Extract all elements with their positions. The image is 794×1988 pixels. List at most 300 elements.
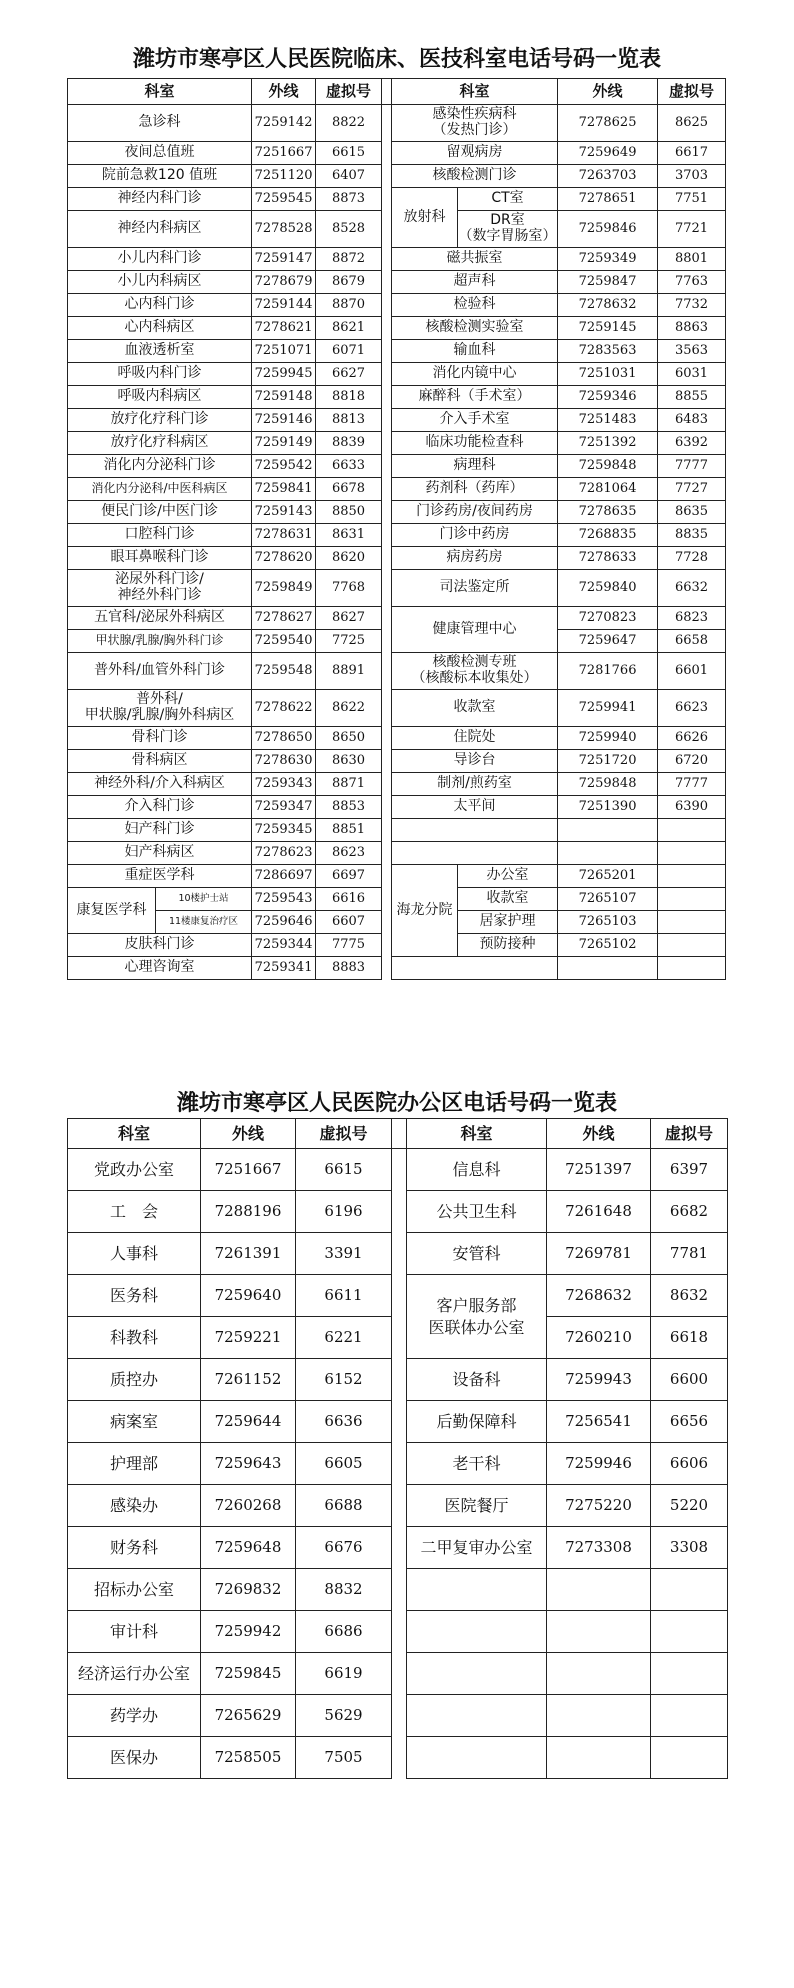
dept-name: 医务科 xyxy=(68,1275,201,1317)
ext-number: 7265201 xyxy=(558,865,658,888)
ext-number: 7259643 xyxy=(201,1443,296,1485)
virtual-number: 7763 xyxy=(658,271,726,294)
column-gap xyxy=(392,1191,407,1233)
dept-name: 老干科 xyxy=(407,1443,547,1485)
ext-number: 7278632 xyxy=(558,294,658,317)
ext-number: 7259545 xyxy=(252,188,316,211)
ext-number: 7259145 xyxy=(558,317,658,340)
virtual-number: 7751 xyxy=(658,188,726,211)
column-gap xyxy=(382,547,392,570)
ext-number: 7278623 xyxy=(252,842,316,865)
header-virt: 虚拟号 xyxy=(651,1119,728,1149)
dept-name: 医院餐厅 xyxy=(407,1485,547,1527)
dept-name: 小儿内科门诊 xyxy=(68,248,252,271)
empty-cell xyxy=(407,1569,547,1611)
dept-name: 药剂科（药库） xyxy=(392,478,558,501)
column-gap xyxy=(382,819,392,842)
column-gap xyxy=(382,248,392,271)
dept-name: 重症医学科 xyxy=(68,865,252,888)
column-gap xyxy=(382,455,392,478)
column-gap xyxy=(392,1233,407,1275)
table-row xyxy=(68,1653,728,1695)
virtual-number: 3703 xyxy=(658,165,726,188)
virtual-number: 8855 xyxy=(658,386,726,409)
dept-name: 麻醉科（手术室） xyxy=(392,386,558,409)
dept-name-line: 普外科/ xyxy=(136,691,183,708)
ext-number: 7258505 xyxy=(201,1737,296,1779)
dept-name: 临床功能检查科 xyxy=(392,432,558,455)
dept-name: 心理咨询室 xyxy=(68,957,252,980)
virtual-number: 5629 xyxy=(296,1695,392,1737)
virtual-number: 8822 xyxy=(316,105,382,142)
virtual-number: 6196 xyxy=(296,1191,392,1233)
ext-number: 7259349 xyxy=(558,248,658,271)
ext-number: 7259648 xyxy=(201,1527,296,1569)
dept-name: 科教科 xyxy=(68,1317,201,1359)
virtual-number: 6601 xyxy=(658,653,726,690)
empty-cell xyxy=(558,842,658,865)
table-row xyxy=(68,796,726,819)
virtual-number: 6623 xyxy=(658,690,726,727)
virtual-number: 6720 xyxy=(658,750,726,773)
dept-name: 放疗化疗科病区 xyxy=(68,432,252,455)
dept-name-line: 客户服务部 xyxy=(436,1295,517,1315)
sub-dept-name: 收款室 xyxy=(458,888,558,911)
ext-number: 7251071 xyxy=(252,340,316,363)
clinical-phone-table xyxy=(67,78,726,980)
virtual-number: 6658 xyxy=(658,630,726,653)
table-row xyxy=(68,455,726,478)
dept-name: 核酸检测门诊 xyxy=(392,165,558,188)
dept-name xyxy=(407,1275,547,1359)
header-ext: 外线 xyxy=(252,79,316,105)
virtual-number: 7727 xyxy=(658,478,726,501)
virtual-number: 6678 xyxy=(316,478,382,501)
dept-name: 心内科病区 xyxy=(68,317,252,340)
dept-name: 心内科门诊 xyxy=(68,294,252,317)
virtual-number: 8650 xyxy=(316,727,382,750)
virtual-number: 6031 xyxy=(658,363,726,386)
ext-number: 7259144 xyxy=(252,294,316,317)
virtual-number: 8635 xyxy=(658,501,726,524)
column-gap xyxy=(382,750,392,773)
ext-number: 7259946 xyxy=(547,1443,651,1485)
table-row xyxy=(68,1401,728,1443)
dept-name: 工 会 xyxy=(68,1191,201,1233)
column-gap xyxy=(392,1695,407,1737)
sub-dept-name xyxy=(458,211,558,248)
dept-name: 呼吸内科病区 xyxy=(68,386,252,409)
virtual-number: 6605 xyxy=(296,1443,392,1485)
column-gap xyxy=(392,1443,407,1485)
ext-number: 7259341 xyxy=(252,957,316,980)
virtual-number: 7732 xyxy=(658,294,726,317)
ext-number: 7259142 xyxy=(252,105,316,142)
header-ext: 外线 xyxy=(558,79,658,105)
empty-cell xyxy=(392,957,558,980)
table-row xyxy=(68,165,726,188)
ext-number: 7278633 xyxy=(558,547,658,570)
ext-number: 7283563 xyxy=(558,340,658,363)
virtual-number: 6636 xyxy=(296,1401,392,1443)
empty-cell xyxy=(547,1569,651,1611)
dept-name xyxy=(392,653,558,690)
virtual-number: 8630 xyxy=(316,750,382,773)
virtual-number: 8863 xyxy=(658,317,726,340)
ext-number: 7278621 xyxy=(252,317,316,340)
virtual-number: 8832 xyxy=(296,1569,392,1611)
virtual-number: 6071 xyxy=(316,340,382,363)
virtual-number: 8835 xyxy=(658,524,726,547)
table-row xyxy=(68,1611,728,1653)
dept-name: 招标办公室 xyxy=(68,1569,201,1611)
column-gap xyxy=(382,607,392,630)
ext-number: 7268835 xyxy=(558,524,658,547)
dept-name: 磁共振室 xyxy=(392,248,558,271)
dept-name: 呼吸内科门诊 xyxy=(68,363,252,386)
virtual-number: 6626 xyxy=(658,727,726,750)
empty-cell xyxy=(392,819,558,842)
dept-name: 设备科 xyxy=(407,1359,547,1401)
virtual-number: 6682 xyxy=(651,1191,728,1233)
column-gap xyxy=(382,79,392,105)
ext-number: 7259344 xyxy=(252,934,316,957)
dept-name-line: DR室 xyxy=(490,212,525,229)
table1-title: 潍坊市寒亭区人民医院临床、医技科室电话号码一览表 xyxy=(132,46,661,72)
ext-number: 7259840 xyxy=(558,570,658,607)
column-gap xyxy=(392,1275,407,1317)
table-row xyxy=(68,317,726,340)
virtual-number: 6618 xyxy=(651,1317,728,1359)
dept-name: 感染办 xyxy=(68,1485,201,1527)
virtual-number: 6607 xyxy=(316,911,382,934)
virtual-number: 6627 xyxy=(316,363,382,386)
dept-name: 眼耳鼻喉科门诊 xyxy=(68,547,252,570)
ext-number: 7260268 xyxy=(201,1485,296,1527)
dept-name xyxy=(68,570,252,607)
dept-name: 门诊药房/夜间药房 xyxy=(392,501,558,524)
ext-number: 7251392 xyxy=(558,432,658,455)
ext-number: 7251031 xyxy=(558,363,658,386)
virtual-number: 6617 xyxy=(658,142,726,165)
table-row xyxy=(68,271,726,294)
ext-number: 7259147 xyxy=(252,248,316,271)
table-row xyxy=(68,1191,728,1233)
virtual-number: 7728 xyxy=(658,547,726,570)
ext-number: 7268632 xyxy=(547,1275,651,1317)
dept-name: 介入手术室 xyxy=(392,409,558,432)
dept-name: 党政办公室 xyxy=(68,1149,201,1191)
ext-number: 7259647 xyxy=(558,630,658,653)
virtual-number xyxy=(658,911,726,934)
column-gap xyxy=(382,105,392,142)
ext-number: 7275220 xyxy=(547,1485,651,1527)
dept-name: 超声科 xyxy=(392,271,558,294)
ext-number: 7260210 xyxy=(547,1317,651,1359)
empty-cell xyxy=(407,1737,547,1779)
table-row xyxy=(68,570,726,607)
dept-name: 神经内科病区 xyxy=(68,211,252,248)
virtual-number: 6152 xyxy=(296,1359,392,1401)
column-gap xyxy=(382,630,392,653)
dept-name: 护理部 xyxy=(68,1443,201,1485)
table-row xyxy=(68,653,726,690)
ext-number: 7259846 xyxy=(558,211,658,248)
dept-name: 消化内镜中心 xyxy=(392,363,558,386)
ext-number: 7278620 xyxy=(252,547,316,570)
virtual-number: 7725 xyxy=(316,630,382,653)
ext-number: 7251667 xyxy=(252,142,316,165)
dept-name: 核酸检测实验室 xyxy=(392,317,558,340)
dept-name-line: 泌尿外科门诊/ xyxy=(115,571,204,588)
dept-name: 消化内分泌科/中医科病区 xyxy=(68,478,252,501)
dept-name xyxy=(392,105,558,142)
table-row xyxy=(68,248,726,271)
column-gap xyxy=(382,727,392,750)
ext-number: 7259346 xyxy=(558,386,658,409)
empty-cell xyxy=(651,1695,728,1737)
ext-number: 7278630 xyxy=(252,750,316,773)
virtual-number: 8801 xyxy=(658,248,726,271)
virtual-number: 6397 xyxy=(651,1149,728,1191)
ext-number: 7278651 xyxy=(558,188,658,211)
ext-number: 7259941 xyxy=(558,690,658,727)
dept-name: 公共卫生科 xyxy=(407,1191,547,1233)
ext-number: 7273308 xyxy=(547,1527,651,1569)
empty-cell xyxy=(651,1737,728,1779)
dept-name: 门诊中药房 xyxy=(392,524,558,547)
ext-number: 7281766 xyxy=(558,653,658,690)
header-ext: 外线 xyxy=(201,1119,296,1149)
column-gap xyxy=(392,1119,407,1149)
ext-number: 7259945 xyxy=(252,363,316,386)
empty-cell xyxy=(547,1653,651,1695)
dept-name: 普外科/血管外科门诊 xyxy=(68,653,252,690)
table-row xyxy=(68,188,726,211)
column-gap xyxy=(382,773,392,796)
column-gap xyxy=(392,1737,407,1779)
virtual-number: 6697 xyxy=(316,865,382,888)
dept-name: 五官科/泌尿外科病区 xyxy=(68,607,252,630)
virtual-number: 6656 xyxy=(651,1401,728,1443)
column-gap xyxy=(392,1149,407,1191)
dept-name: 放疗化疗科门诊 xyxy=(68,409,252,432)
virtual-number: 6611 xyxy=(296,1275,392,1317)
virtual-number xyxy=(658,934,726,957)
column-gap xyxy=(382,911,392,934)
virtual-number: 3391 xyxy=(296,1233,392,1275)
virtual-number: 8851 xyxy=(316,819,382,842)
dept-name: 制剂/煎药室 xyxy=(392,773,558,796)
ext-number: 7263703 xyxy=(558,165,658,188)
column-gap xyxy=(382,317,392,340)
dept-name: 信息科 xyxy=(407,1149,547,1191)
header-dept: 科室 xyxy=(392,79,558,105)
dept-group: 放射科 xyxy=(392,188,458,248)
empty-cell xyxy=(651,1569,728,1611)
table2-title: 潍坊市寒亭区人民医院办公区电话号码一览表 xyxy=(176,1090,617,1116)
column-gap xyxy=(382,796,392,819)
column-gap xyxy=(382,570,392,607)
table-row xyxy=(68,432,726,455)
column-gap xyxy=(382,690,392,727)
header-ext: 外线 xyxy=(547,1119,651,1149)
dept-name-line: 神经外科门诊 xyxy=(117,587,202,603)
virtual-number: 7768 xyxy=(316,570,382,607)
virtual-number: 6600 xyxy=(651,1359,728,1401)
virtual-number: 8679 xyxy=(316,271,382,294)
ext-number: 7259542 xyxy=(252,455,316,478)
virtual-number: 6390 xyxy=(658,796,726,819)
virtual-number: 6483 xyxy=(658,409,726,432)
ext-number: 7278528 xyxy=(252,211,316,248)
virtual-number xyxy=(658,865,726,888)
column-gap xyxy=(392,1317,407,1359)
column-gap xyxy=(382,653,392,690)
dept-name: 骨科病区 xyxy=(68,750,252,773)
dept-name: 病理科 xyxy=(392,455,558,478)
empty-cell xyxy=(658,957,726,980)
virtual-number: 8632 xyxy=(651,1275,728,1317)
dept-name-line: （数字胃肠室） xyxy=(458,228,557,244)
ext-number: 7259540 xyxy=(252,630,316,653)
virtual-number: 8625 xyxy=(658,105,726,142)
virtual-number xyxy=(658,888,726,911)
dept-group: 康复医学科 xyxy=(68,888,156,934)
column-gap xyxy=(382,957,392,980)
virtual-number: 7777 xyxy=(658,455,726,478)
table-row xyxy=(68,105,726,142)
virtual-number: 6632 xyxy=(658,570,726,607)
ext-number: 7259146 xyxy=(252,409,316,432)
header-virt: 虚拟号 xyxy=(658,79,726,105)
dept-name: 院前急救120 值班 xyxy=(68,165,252,188)
column-gap xyxy=(382,524,392,547)
virtual-number: 7721 xyxy=(658,211,726,248)
ext-number: 7251667 xyxy=(201,1149,296,1191)
dept-name: 健康管理中心 xyxy=(392,607,558,653)
empty-cell xyxy=(547,1737,651,1779)
dept-name: 检验科 xyxy=(392,294,558,317)
column-gap xyxy=(382,363,392,386)
virtual-number: 8622 xyxy=(316,690,382,727)
table-row xyxy=(68,386,726,409)
virtual-number: 6407 xyxy=(316,165,382,188)
virtual-number: 3563 xyxy=(658,340,726,363)
column-gap xyxy=(382,340,392,363)
virtual-number: 8871 xyxy=(316,773,382,796)
virtual-number: 6619 xyxy=(296,1653,392,1695)
ext-number: 7251397 xyxy=(547,1149,651,1191)
ext-number: 7259845 xyxy=(201,1653,296,1695)
table-row xyxy=(68,1443,728,1485)
virtual-number: 8621 xyxy=(316,317,382,340)
sub-dept-name: 办公室 xyxy=(458,865,558,888)
dept-name: 急诊科 xyxy=(68,105,252,142)
column-gap xyxy=(382,432,392,455)
empty-cell xyxy=(658,819,726,842)
table-row xyxy=(68,607,726,630)
ext-number: 7261152 xyxy=(201,1359,296,1401)
dept-name: 太平间 xyxy=(392,796,558,819)
dept-name: 介入科门诊 xyxy=(68,796,252,819)
virtual-number: 6615 xyxy=(316,142,382,165)
virtual-number: 6616 xyxy=(316,888,382,911)
table-row xyxy=(68,1359,728,1401)
dept-name-line: （核酸标本收集处） xyxy=(411,670,538,686)
dept-name: 司法鉴定所 xyxy=(392,570,558,607)
virtual-number: 6676 xyxy=(296,1527,392,1569)
dept-name: 神经内科门诊 xyxy=(68,188,252,211)
ext-number: 7251390 xyxy=(558,796,658,819)
virtual-number: 6633 xyxy=(316,455,382,478)
ext-number: 7251483 xyxy=(558,409,658,432)
ext-number: 7259640 xyxy=(201,1275,296,1317)
empty-cell xyxy=(558,819,658,842)
ext-number: 7259847 xyxy=(558,271,658,294)
column-gap xyxy=(382,271,392,294)
virtual-number: 7505 xyxy=(296,1737,392,1779)
empty-cell xyxy=(658,842,726,865)
dept-name: 夜间总值班 xyxy=(68,142,252,165)
dept-name: 口腔科门诊 xyxy=(68,524,252,547)
ext-number: 7259221 xyxy=(201,1317,296,1359)
empty-cell xyxy=(392,842,558,865)
column-gap xyxy=(392,1653,407,1695)
dept-name: 安管科 xyxy=(407,1233,547,1275)
virtual-number: 6688 xyxy=(296,1485,392,1527)
ext-number: 7259143 xyxy=(252,501,316,524)
ext-number: 7278631 xyxy=(252,524,316,547)
ext-number: 7286697 xyxy=(252,865,316,888)
ext-number: 7259649 xyxy=(558,142,658,165)
column-gap xyxy=(392,1611,407,1653)
ext-number: 7259644 xyxy=(201,1401,296,1443)
ext-number: 7256541 xyxy=(547,1401,651,1443)
sub-dept-name: 10楼护士站 xyxy=(156,888,252,911)
virtual-number: 7775 xyxy=(316,934,382,957)
column-gap xyxy=(382,188,392,211)
empty-cell xyxy=(547,1695,651,1737)
virtual-number: 8818 xyxy=(316,386,382,409)
dept-name: 人事科 xyxy=(68,1233,201,1275)
ext-number: 7278622 xyxy=(252,690,316,727)
ext-number: 7259646 xyxy=(252,911,316,934)
empty-cell xyxy=(407,1653,547,1695)
table-row xyxy=(68,750,726,773)
dept-name-line: 医联体办公室 xyxy=(428,1317,525,1337)
ext-number: 7269832 xyxy=(201,1569,296,1611)
virtual-number: 8853 xyxy=(316,796,382,819)
ext-number: 7288196 xyxy=(201,1191,296,1233)
dept-name: 药学办 xyxy=(68,1695,201,1737)
ext-number: 7259343 xyxy=(252,773,316,796)
virtual-number: 8528 xyxy=(316,211,382,248)
ext-number: 7259149 xyxy=(252,432,316,455)
column-gap xyxy=(382,211,392,248)
ext-number: 7265107 xyxy=(558,888,658,911)
table-row xyxy=(68,1737,728,1779)
column-gap xyxy=(382,142,392,165)
dept-name xyxy=(68,690,252,727)
ext-number: 7265102 xyxy=(558,934,658,957)
sub-dept-name: 11楼康复治疗区 xyxy=(156,911,252,934)
empty-cell xyxy=(407,1611,547,1653)
table-row xyxy=(68,1569,728,1611)
table-row xyxy=(68,727,726,750)
ext-number: 7270823 xyxy=(558,607,658,630)
virtual-number: 8891 xyxy=(316,653,382,690)
